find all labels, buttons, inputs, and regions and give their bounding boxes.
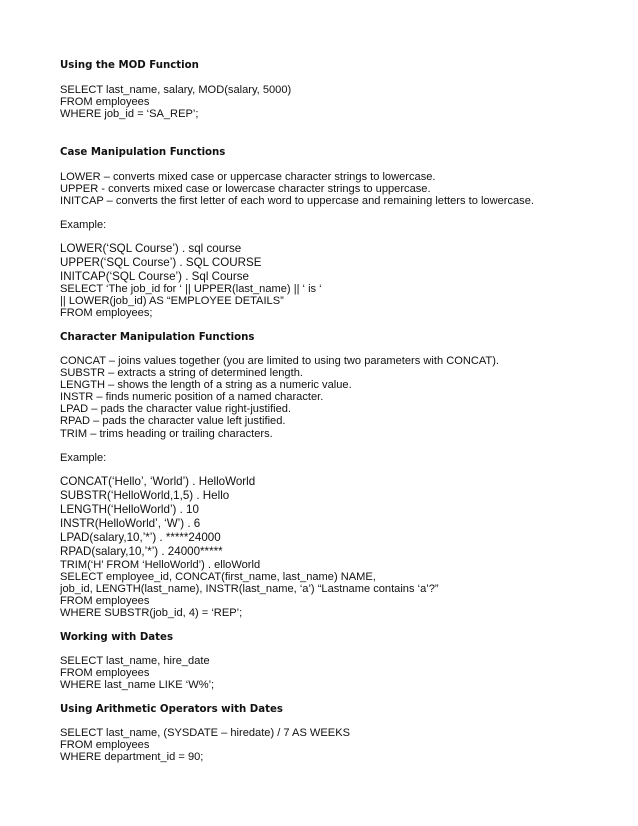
text-line: LENGTH – shows the length of a string as a numeric value. [60, 379, 352, 391]
example-line: INSTR(HelloWorld’, ‘W’) . 6 [60, 517, 201, 530]
heading-mod-function: Using the MOD Function [60, 60, 199, 71]
heading-working-with-dates: Working with Dates [60, 632, 174, 643]
text-line: INSTR – finds numeric position of a named character. [60, 391, 324, 403]
example-line: SUBSTR(‘HelloWorld,1,5) . Hello [60, 489, 230, 502]
example-line: UPPER(‘SQL Course’) . SQL COURSE [60, 256, 262, 269]
code-line: FROM employees [60, 595, 150, 607]
example-line: LPAD(salary,10,’*’) . *****24000 [60, 531, 221, 544]
example-line: TRIM(‘H’ FROM ‘HelloWorld’) . elloWorld [60, 559, 261, 571]
text-line: SUBSTR – extracts a string of determined length. [60, 367, 303, 379]
heading-case-manipulation: Case Manipulation Functions [60, 147, 226, 158]
code-line: job_id, LENGTH(last_name), INSTR(last_name, ‘a’) “Lastname contains ‘a’?” [60, 583, 439, 595]
code-line: WHERE last_name LIKE ‘W%’; [60, 679, 215, 691]
example-line: INITCAP(‘SQL Course’) . Sql Course [60, 270, 249, 283]
text-line: TRIM – trims heading or trailing characters. [60, 428, 273, 440]
code-line: FROM employees; [60, 307, 153, 319]
example-line: CONCAT(‘Hello’, ‘World’) . HelloWorld [60, 475, 256, 488]
text-line: LPAD – pads the character value right-justified. [60, 403, 292, 415]
text-line: RPAD – pads the character value left justified. [60, 415, 286, 427]
example-label: Example: [60, 452, 107, 464]
heading-arithmetic-dates: Using Arithmetic Operators with Dates [60, 704, 283, 715]
code-line: WHERE SUBSTR(job_id, 4) = ‘REP’; [60, 607, 243, 619]
text-line: CONCAT – joins values together (you are limited to using two parameters with CONCAT). [60, 355, 499, 367]
example-line: RPAD(salary,10,’*’) . 24000***** [60, 545, 223, 558]
code-line: WHERE job_id = ‘SA_REP’; [60, 108, 199, 120]
heading-character-manipulation: Character Manipulation Functions [60, 332, 255, 343]
code-line: WHERE department_id = 90; [60, 751, 204, 763]
text-line: LOWER – converts mixed case or uppercase character strings to lowercase. [60, 171, 436, 183]
text-line: INITCAP – converts the first letter of each word to uppercase and remaining letters to lowercase. [60, 195, 534, 207]
code-line: FROM employees [60, 739, 150, 751]
code-line: SELECT last_name, (SYSDATE – hiredate) / 7 AS WEEKS [60, 727, 350, 739]
example-label: Example: [60, 219, 107, 231]
code-line: SELECT last_name, salary, MOD(salary, 5000) [60, 84, 292, 96]
code-line: FROM employees [60, 667, 150, 679]
example-line: LENGTH(‘HelloWorld’) . 10 [60, 503, 199, 516]
code-line: || LOWER(job_id) AS “EMPLOYEE DETAILS” [60, 295, 284, 307]
code-line: SELECT last_name, hire_date [60, 655, 210, 667]
text-line: UPPER - converts mixed case or lowercase character strings to uppercase. [60, 183, 431, 195]
code-line: SELECT employee_id, CONCAT(first_name, last_name) NAME, [60, 571, 376, 583]
example-line: LOWER(‘SQL Course’) . sql course [60, 242, 242, 255]
code-line: SELECT ‘The job_id for ‘ || UPPER(last_name) || ‘ is ‘ [60, 283, 322, 295]
code-line: FROM employees [60, 96, 150, 108]
